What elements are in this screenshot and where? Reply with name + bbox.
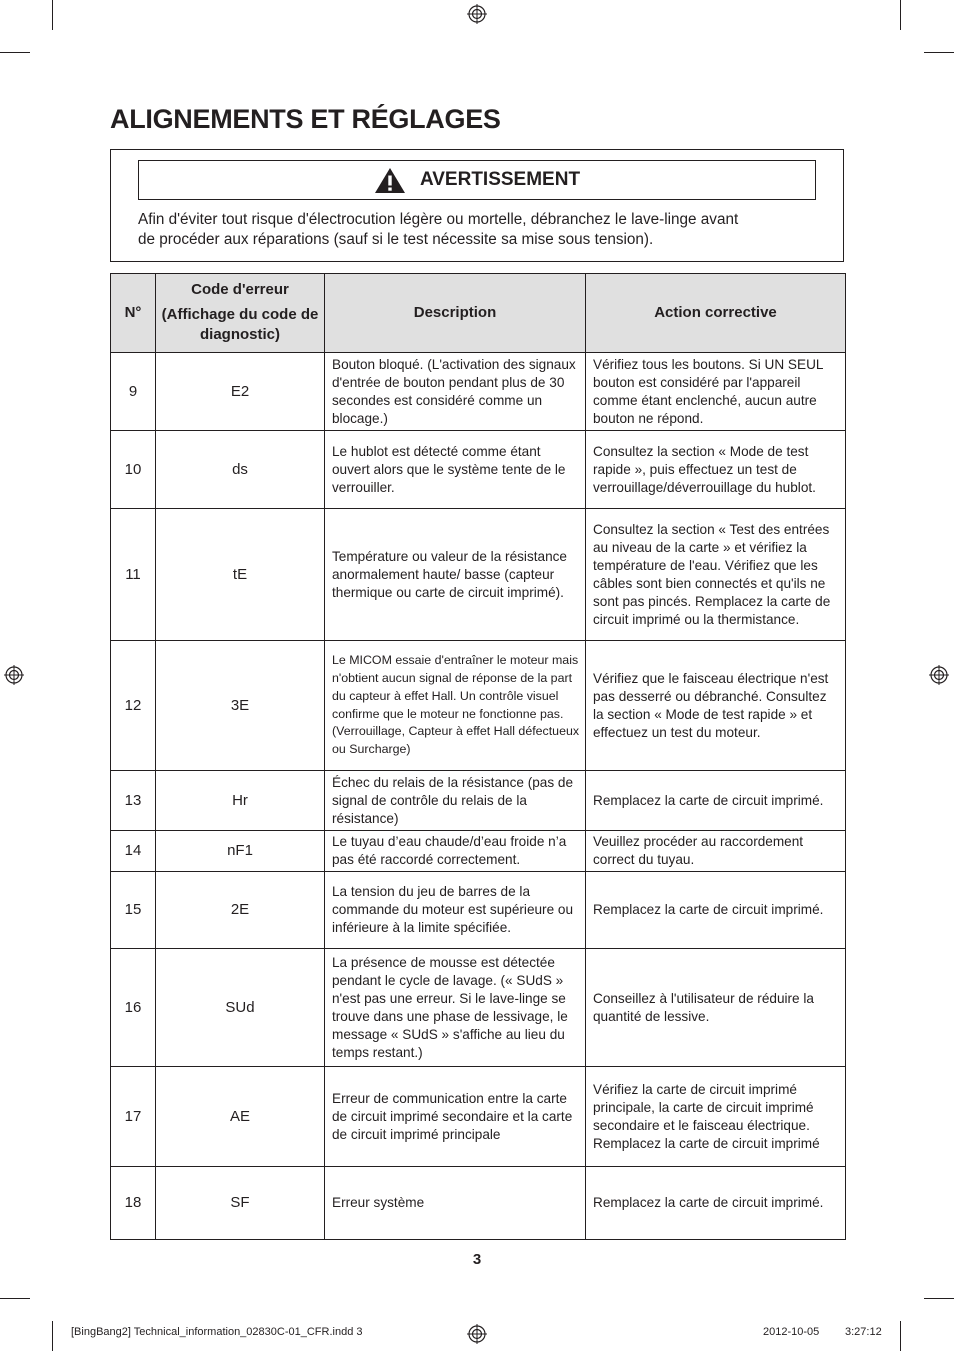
footer-time: 3:27:12 bbox=[845, 1326, 882, 1338]
warning-text bbox=[138, 210, 828, 250]
error-code-table bbox=[110, 273, 846, 1240]
registration-mark-icon bbox=[929, 665, 949, 685]
row-num: 18 bbox=[111, 1167, 156, 1240]
row-num: 13 bbox=[111, 771, 156, 831]
row-action: Vérifiez la carte de circuit imprimé principale, la carte de circuit imprimé secondaire et le faisceau électrique. Remplacez la carte de circuit imprimé bbox=[586, 1067, 846, 1167]
row-num: 17 bbox=[111, 1067, 156, 1167]
page-title: ALIGNEMENTS ET RÉGLAGES bbox=[110, 104, 501, 134]
warning-box bbox=[110, 149, 844, 262]
registration-mark-icon bbox=[467, 4, 487, 24]
row-num: 9 bbox=[111, 353, 156, 431]
page-number: 3 bbox=[472, 1251, 482, 1268]
header-action: Action corrective bbox=[586, 274, 846, 353]
row-description: Erreur de communication entre la carte de circuit imprimé secondaire et la carte de circuit imprimé principale bbox=[325, 1067, 586, 1167]
row-description: Bouton bloqué. (L'activation des signaux d'entrée de bouton pendant plus de 30 secondes est considéré comme un blocage.) bbox=[325, 353, 586, 431]
row-num: 12 bbox=[111, 641, 156, 771]
registration-mark-icon bbox=[467, 1324, 487, 1344]
warning-text-line: Afin d'éviter tout risque d'électrocution légère ou mortelle, débranchez le lave-linge avant bbox=[138, 211, 739, 228]
row-action: Vérifiez que le faisceau électrique n'est pas desserré ou débranché. Consultez la section « Mode de test rapide » et effectuez un test du moteur. bbox=[586, 641, 846, 771]
table-row bbox=[111, 431, 846, 509]
row-code: E2 bbox=[156, 353, 325, 431]
row-num: 10 bbox=[111, 431, 156, 509]
row-action: Vérifiez tous les boutons. Si UN SEUL bouton est considéré par l'appareil comme étant enclenché, aucun autre bouton ne répond. bbox=[586, 353, 846, 431]
footer-file-name: [BingBang2] Technical_information_02830C-01_CFR.indd 3 bbox=[71, 1326, 363, 1338]
row-action: Consultez la section « Mode de test rapide », puis effectuez un test de verrouillage/déverrouillage du hublot. bbox=[586, 431, 846, 509]
row-description: La tension du jeu de barres de la commande du moteur est supérieure ou inférieure à la limite spécifiée. bbox=[325, 872, 586, 949]
row-code: SF bbox=[156, 1167, 325, 1240]
row-code: Hr bbox=[156, 771, 325, 831]
warning-text-line: de procéder aux réparations (sauf si le test nécessite sa mise sous tension). bbox=[138, 231, 654, 248]
crop-mark bbox=[900, 1321, 901, 1351]
header-description: Description bbox=[325, 274, 586, 353]
row-action: Veuillez procéder au raccordement correct du tuyau. bbox=[586, 831, 846, 872]
table-row bbox=[111, 1167, 846, 1240]
header-code-subtitle: (Affichage du code de diagnostic) bbox=[161, 306, 319, 343]
row-description: Température ou valeur de la résistance anormalement haute/ basse (capteur thermique ou carte de circuit imprimé). bbox=[325, 509, 586, 641]
row-action: Remplacez la carte de circuit imprimé. bbox=[586, 1167, 846, 1240]
row-description: Échec du relais de la résistance (pas de signal de contrôle du relais de la résistance) bbox=[325, 771, 586, 831]
row-action: Remplacez la carte de circuit imprimé. bbox=[586, 771, 846, 831]
footer-date: 2012-10-05 bbox=[763, 1326, 820, 1338]
crop-mark bbox=[0, 52, 30, 53]
row-description: Le tuyau d’eau chaude/d’eau froide n’a pas été raccordé correctement. bbox=[325, 831, 586, 872]
row-code: 3E bbox=[156, 641, 325, 771]
table-row bbox=[111, 872, 846, 949]
row-action: Conseillez à l'utilisateur de réduire la quantité de lessive. bbox=[586, 949, 846, 1067]
crop-mark bbox=[52, 1321, 53, 1351]
registration-mark-icon bbox=[4, 665, 24, 685]
header-code-title: Code d'erreur bbox=[191, 281, 289, 298]
row-description: Le hublot est détecté comme étant ouvert alors que le système tente de le verrouiller. bbox=[325, 431, 586, 509]
row-code: nF1 bbox=[156, 831, 325, 872]
row-num: 11 bbox=[111, 509, 156, 641]
table-row bbox=[111, 949, 846, 1067]
table-row bbox=[111, 353, 846, 431]
crop-mark bbox=[900, 0, 901, 30]
row-num: 15 bbox=[111, 872, 156, 949]
row-code: AE bbox=[156, 1067, 325, 1167]
table-row bbox=[111, 831, 846, 872]
crop-mark bbox=[0, 1298, 30, 1299]
table-header-row bbox=[111, 274, 846, 353]
table-row bbox=[111, 509, 846, 641]
row-code: SUd bbox=[156, 949, 325, 1067]
header-code bbox=[156, 274, 325, 353]
table-row bbox=[111, 641, 846, 771]
crop-mark bbox=[924, 52, 954, 53]
warning-title: AVERTISSEMENT bbox=[419, 169, 581, 190]
row-code: 2E bbox=[156, 872, 325, 949]
row-action: Consultez la section « Test des entrées au niveau de la carte » et vérifiez la température de l'eau. Vérifiez que les câbles sont bien connectés et qu'ils ne sont pas pincés. Remplacez la carte de circuit imprimé ou la thermistance. bbox=[586, 509, 846, 641]
row-description: La présence de mousse est détectée pendant le cycle de lavage. (« SUdS » n'est pas une erreur. Si le lave-linge se trouve dans une phase de lessivage, le message « SUdS » s'affiche au lieu du temps restant.) bbox=[325, 949, 586, 1067]
row-description: Erreur système bbox=[325, 1167, 586, 1240]
table-row bbox=[111, 771, 846, 831]
row-description: Le MICOM essaie d'entraîner le moteur mais n'obtient aucun signal de réponse de la part du capteur à effet Hall. Un contrôle visuel confirme que le moteur ne fonctionne pas. (Verrouillage, Capteur à effet Hall défectueux ou Surcharge) bbox=[325, 641, 586, 771]
warning-triangle-icon bbox=[374, 167, 406, 194]
row-code: ds bbox=[156, 431, 325, 509]
row-num: 14 bbox=[111, 831, 156, 872]
row-code: tE bbox=[156, 509, 325, 641]
crop-mark bbox=[924, 1298, 954, 1299]
row-num: 16 bbox=[111, 949, 156, 1067]
table-row bbox=[111, 1067, 846, 1167]
header-num: N° bbox=[111, 274, 156, 353]
crop-mark bbox=[52, 0, 53, 30]
warning-header bbox=[138, 160, 816, 200]
row-action: Remplacez la carte de circuit imprimé. bbox=[586, 872, 846, 949]
